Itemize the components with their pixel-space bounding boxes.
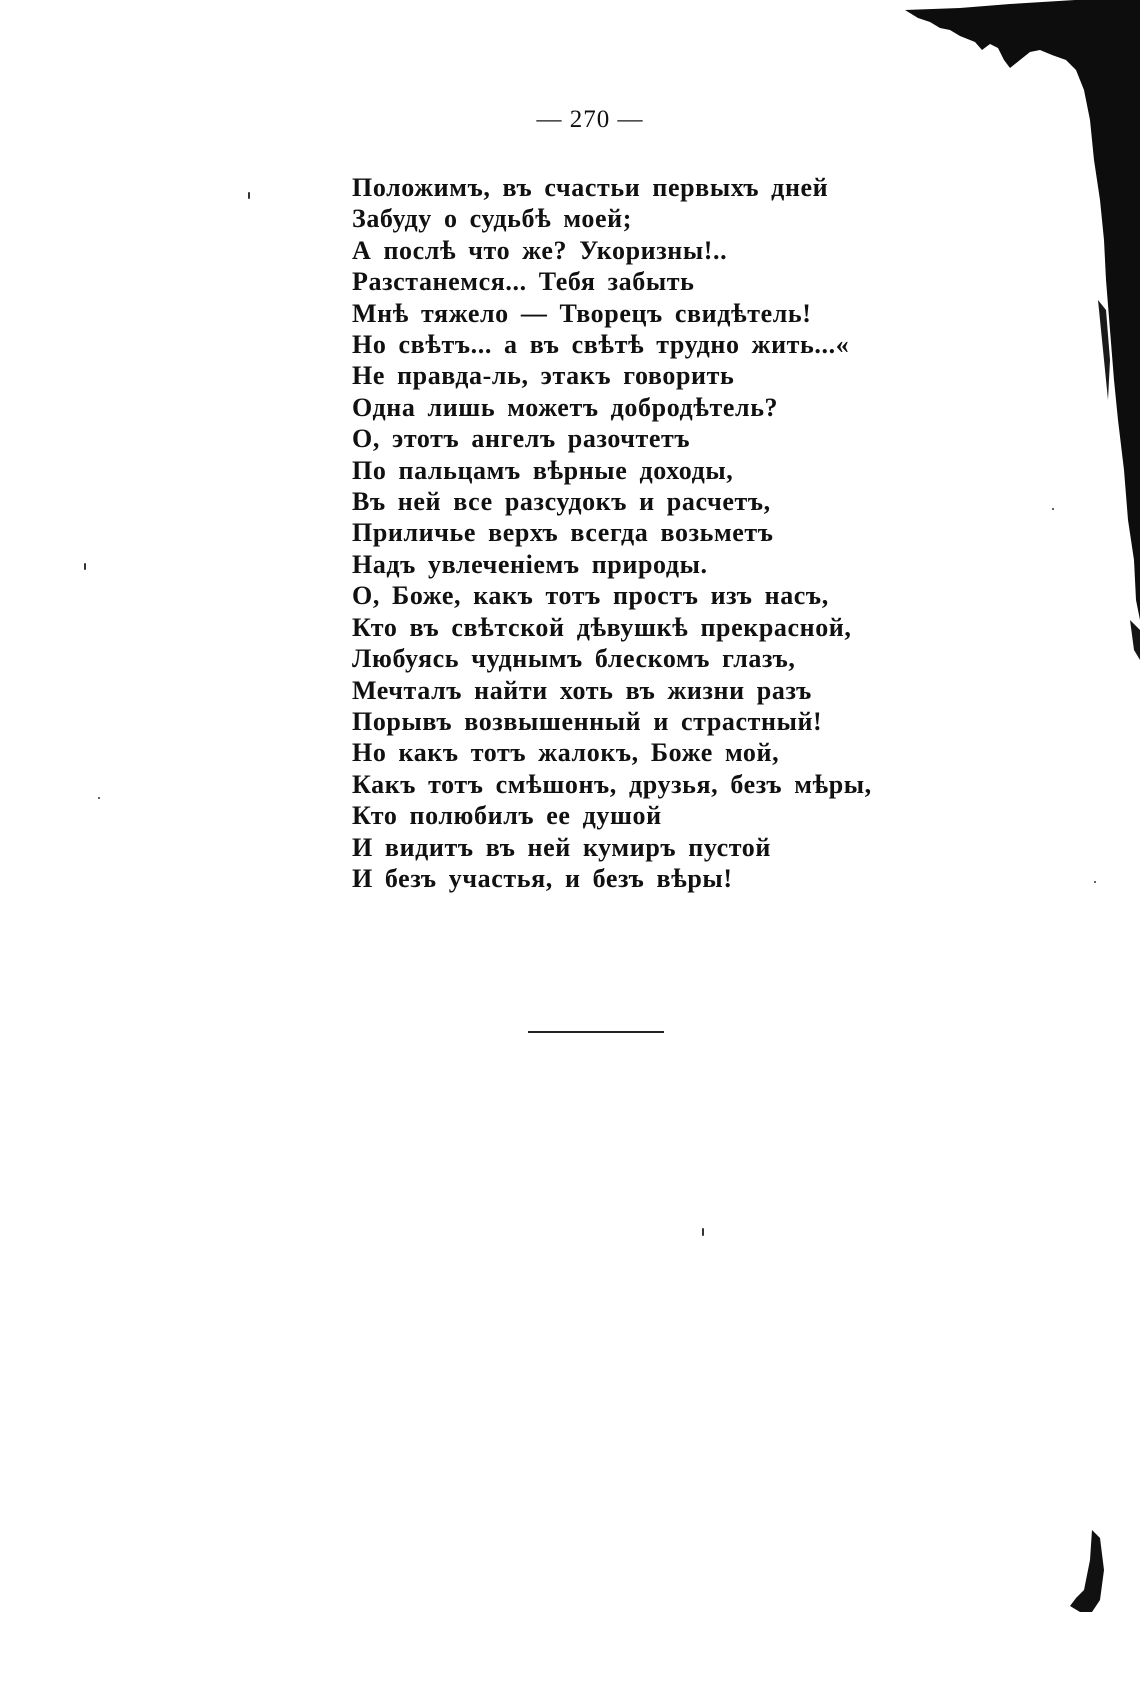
scan-speck: [84, 563, 86, 570]
poem-line: Разстанемся... Тебя забыть: [352, 267, 695, 297]
section-end-rule: [528, 1031, 664, 1033]
poem-line: Но какъ тотъ жалокъ, Боже мой,: [352, 738, 780, 768]
poem-line: По пальцамъ вѣрные доходы,: [352, 455, 734, 485]
poem-line: Но свѣтъ... а въ свѣтѣ трудно жить...«: [352, 330, 850, 360]
poem-line: Любуясь чуднымъ блескомъ глазъ,: [352, 644, 796, 674]
poem-line: Кто въ свѣтской дѣвушкѣ прекрасной,: [352, 612, 852, 642]
poem-line: Одна лишь можетъ добродѣтель?: [352, 392, 779, 422]
scan-speck: [1094, 881, 1096, 883]
poem-line: А послѣ что же? Укоризны!..: [352, 235, 728, 265]
poem-line: И безъ участья, и безъ вѣры!: [352, 863, 733, 893]
poem-line: Мнѣ тяжело — Творецъ свидѣтель!: [352, 298, 812, 328]
scan-speck: [1052, 508, 1054, 510]
poem-line: Не правда-ль, этакъ говорить: [352, 361, 735, 391]
poem-line: Кто полюбилъ ее душой: [352, 801, 662, 831]
poem-line: Забуду о судьбѣ моей;: [352, 204, 632, 234]
poem-line: О, Боже, какъ тотъ простъ изъ насъ,: [352, 581, 829, 611]
poem-line: Порывъ возвышенный и страстный!: [352, 706, 823, 736]
page-number: — 270 —: [536, 106, 644, 133]
poem-line: Положимъ, въ счастьи первыхъ дней: [352, 173, 829, 202]
scan-speck: [248, 192, 250, 199]
scan-speck: [98, 797, 100, 799]
scan-speck: [702, 1228, 704, 1236]
poem-line: Приличье верхъ всегда возьметъ: [352, 518, 774, 548]
poem-line: Мечталъ найти хоть въ жизни разъ: [352, 675, 812, 705]
poem-line: И видитъ въ ней кумиръ пустой: [352, 832, 771, 862]
poem-line: Какъ тотъ смѣшонъ, друзья, безъ мѣры,: [352, 769, 872, 799]
poem-line: Въ ней все разсудокъ и расчетъ,: [352, 487, 771, 517]
poem-line: Надъ увлеченіемъ природы.: [352, 549, 708, 579]
poem-body: [352, 172, 972, 894]
poem-line: О, этотъ ангелъ разочтетъ: [352, 424, 691, 454]
